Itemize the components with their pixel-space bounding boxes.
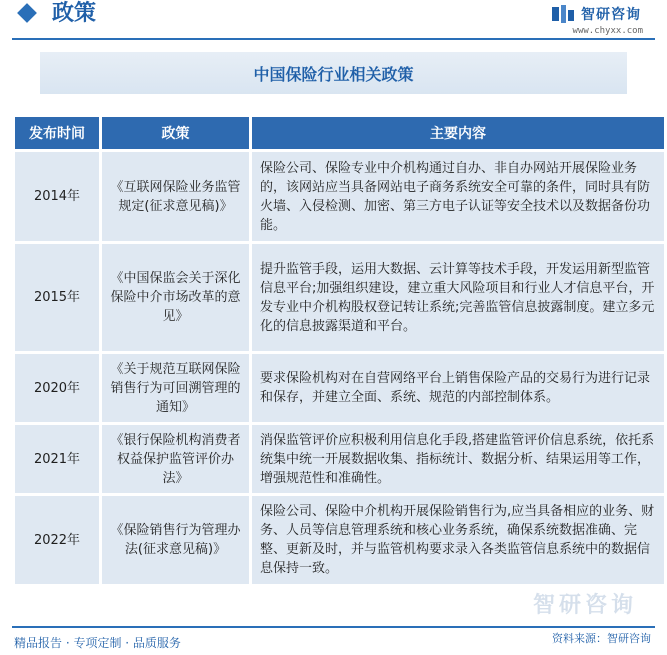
- policy-cell: 《关于规范互联网保险销售行为可回溯管理的通知》: [102, 354, 249, 422]
- brand-logo[interactable]: [551, 4, 641, 24]
- watermark-text: 智研咨询: [532, 593, 637, 618]
- content-cell: 消保监管评价应积极利用信息化手段,搭建监管评价信息系统，依托系统集中统一开展数据收集、指标统计、数据分析、结果运用等工作，增强规范性和准确性。: [252, 425, 664, 493]
- page-title: 政策: [52, 1, 97, 26]
- column-header-content: 主要内容: [252, 117, 664, 149]
- table-caption: 中国保险行业相关政策: [40, 52, 627, 94]
- header: [0, 0, 667, 40]
- content-cell: 提升监管手段，运用大数据、云计算等技术手段，开发运用新型监管信息平台;加强组织建设，建立重大风险项目和行业人才信息平台，开发专业中介机构股权登记转让系统;完善监管信息披露制度。建立多元化的信息披露渠道和平台。: [252, 244, 664, 351]
- column-header-year: 发布时间: [15, 117, 99, 149]
- table-row: [15, 354, 664, 422]
- header-divider: [12, 38, 655, 40]
- content-cell: 保险公司、保险专业中介机构通过自办、非自办网站开展保险业务的，该网站应当具备网站电子商务系统安全可靠的条件，同时具有防火墙、入侵检测、加密、第三方电子认证等安全技术以及数据备份功能。: [252, 152, 664, 241]
- brand-name: 智研咨询: [581, 7, 641, 23]
- column-header-policy: 政策: [102, 117, 249, 149]
- footer: [0, 626, 667, 655]
- content-cell: 保险公司、保险中介机构开展保险销售行为,应当具备相应的业务、财务、人员等信息管理系统和核心业务系统，确保系统数据准确、完整、更新及时，并与监管机构要求录入各类监管信息系统中的数据信息保持一致。: [252, 496, 664, 584]
- year-cell: 2021年: [15, 425, 99, 493]
- source-note: 资料来源：智研咨询: [552, 632, 651, 645]
- content-cell: 要求保险机构对在自营网络平台上销售保险产品的交易行为进行记录和保存，并建立全面、系统、规范的内部控制体系。: [252, 354, 664, 422]
- policy-cell: 《银行保险机构消费者权益保护监管评价办法》: [102, 425, 249, 493]
- table-row: [15, 152, 664, 241]
- table-row: [15, 425, 664, 493]
- policy-cell: 《互联网保险业务监管规定(征求意见稿)》: [102, 152, 249, 241]
- diamond-icon: [17, 3, 37, 23]
- site-url[interactable]: www.chyxx.com: [572, 26, 643, 36]
- policy-table: [12, 114, 667, 587]
- year-cell: 2022年: [15, 496, 99, 584]
- year-cell: 2015年: [15, 244, 99, 351]
- table-row: [15, 244, 664, 351]
- brand-mark-icon: [551, 4, 575, 24]
- year-cell: 2020年: [15, 354, 99, 422]
- footer-slogan: 精品报告 · 专项定制 · 品质服务: [14, 636, 181, 650]
- watermark: [533, 588, 637, 619]
- table-header-row: [15, 117, 664, 149]
- footer-divider: [12, 626, 655, 628]
- policy-cell: 《中国保监会关于深化保险中介市场改革的意见》: [102, 244, 249, 351]
- table-row: [15, 496, 664, 584]
- year-cell: 2014年: [15, 152, 99, 241]
- policy-cell: 《保险销售行为管理办法(征求意见稿)》: [102, 496, 249, 584]
